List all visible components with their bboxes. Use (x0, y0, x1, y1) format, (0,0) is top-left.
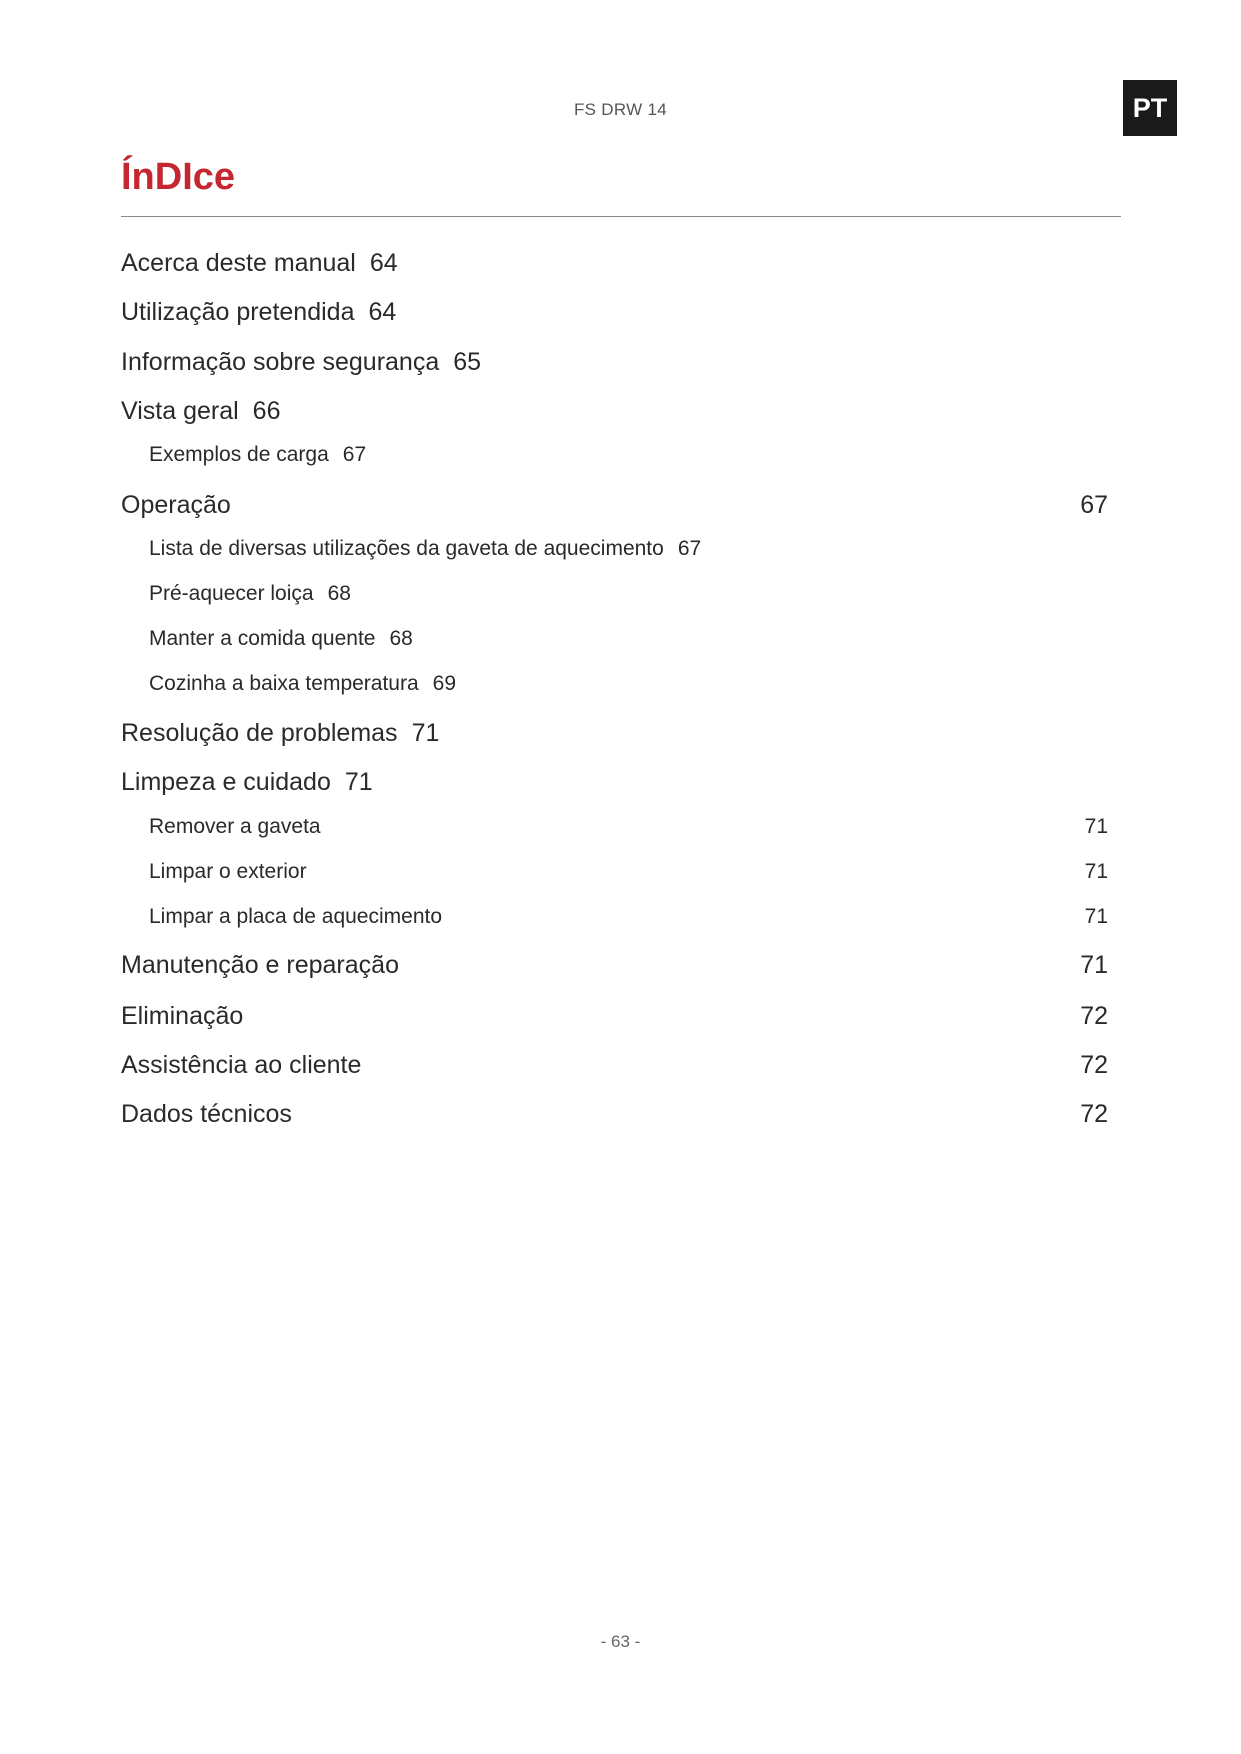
toc-entry-title: Exemplos de carga (149, 443, 329, 466)
toc-entry-pre-aquecer-loica[interactable] (149, 579, 1108, 609)
toc-entry-page: 67 (342, 443, 367, 466)
toc-entry-dados-tecnicos[interactable] (121, 1097, 1108, 1131)
toc-entry-title: Manter a comida quente (149, 627, 376, 650)
toc-entry-title: Dados técnicos (121, 1100, 292, 1128)
toc-entry-informacao-sobre-seguranca[interactable] (121, 345, 1108, 379)
toc-entry-page: 68 (389, 627, 413, 650)
toc-entry-page: 71 (411, 719, 440, 747)
toc-entry-title: Limpeza e cuidado (121, 768, 331, 796)
toc-entry-vista-geral[interactable] (121, 394, 1108, 428)
toc-entry-title: Eliminação (121, 1002, 244, 1030)
toc-entry-utilizacao-pretendida[interactable] (121, 295, 1108, 329)
toc-entry-title: Resolução de problemas (121, 719, 398, 747)
toc-entry-page: 67 (677, 537, 702, 560)
toc-entry-limpar-o-exterior[interactable] (149, 857, 1108, 887)
toc-entry-page: 71 (1080, 951, 1108, 979)
toc-entry-page: 65 (453, 348, 482, 376)
toc-entry-page: 64 (368, 298, 397, 326)
toc-entry-page: 67 (1080, 491, 1108, 519)
toc-entry-remover-a-gaveta[interactable] (149, 812, 1108, 842)
toc-entry-cozinha-a-baixa-temperatura[interactable] (149, 669, 1108, 699)
toc-entry-title: Utilização pretendida (121, 298, 355, 326)
toc-entry-manter-a-comida-quente[interactable] (149, 624, 1108, 654)
toc-entry-title: Remover a gaveta (149, 815, 321, 838)
toc-entry-limpar-a-placa-de-aquecimento[interactable] (149, 902, 1108, 932)
language-badge: PT (1123, 80, 1177, 136)
toc-entry-lista-de-diversas-utilizacoes[interactable] (149, 534, 1108, 564)
toc-entry-title: Limpar a placa de aquecimento (149, 905, 443, 928)
toc-entry-title: Limpar o exterior (149, 860, 307, 883)
toc-entry-title: Informação sobre segurança (121, 348, 440, 376)
toc-entry-exemplos-de-carga[interactable] (149, 440, 1108, 470)
toc-entry-page: 64 (369, 249, 398, 277)
toc-entry-title: Lista de diversas utilizações da gaveta de aquecimento (149, 537, 664, 560)
toc-entry-title: Pré-aquecer loiça (149, 582, 314, 605)
toc-entry-page: 71 (1084, 860, 1108, 883)
toc-entry-title: Acerca deste manual (121, 249, 356, 277)
toc-entry-page: 72 (1080, 1051, 1108, 1079)
toc-entry-acerca-deste-manual[interactable] (121, 246, 1108, 280)
toc-entry-title: Vista geral (121, 397, 239, 425)
toc-entry-page: 72 (1080, 1100, 1108, 1128)
toc-entry-limpeza-e-cuidado[interactable] (121, 765, 1108, 799)
toc-entry-resolucao-de-problemas[interactable] (121, 716, 1108, 750)
toc-entry-page: 66 (252, 397, 281, 425)
toc-entry-title: Cozinha a baixa temperatura (149, 672, 419, 695)
toc-entry-eliminacao[interactable] (121, 999, 1108, 1033)
toc-entry-manutencao-e-reparacao[interactable] (121, 948, 1108, 982)
page-title: ÍnDIce (121, 156, 236, 198)
toc-entry-title: Assistência ao cliente (121, 1051, 362, 1079)
toc-entry-title: Manutenção e reparação (121, 951, 399, 979)
toc-entry-page: 71 (1084, 815, 1108, 838)
page-number: - 63 - (600, 1632, 641, 1651)
model-header: FS DRW 14 (573, 100, 668, 119)
toc-entry-page: 72 (1080, 1002, 1108, 1030)
toc-entry-page: 68 (327, 582, 351, 605)
toc-entry-operacao[interactable] (121, 488, 1108, 522)
title-divider (121, 216, 1121, 217)
toc-entry-title: Operação (121, 491, 231, 519)
toc-entry-assistencia-ao-cliente[interactable] (121, 1048, 1108, 1082)
toc-entry-page: 71 (344, 768, 373, 796)
toc-entry-page: 69 (432, 672, 457, 695)
toc-entry-page: 71 (1084, 905, 1108, 928)
